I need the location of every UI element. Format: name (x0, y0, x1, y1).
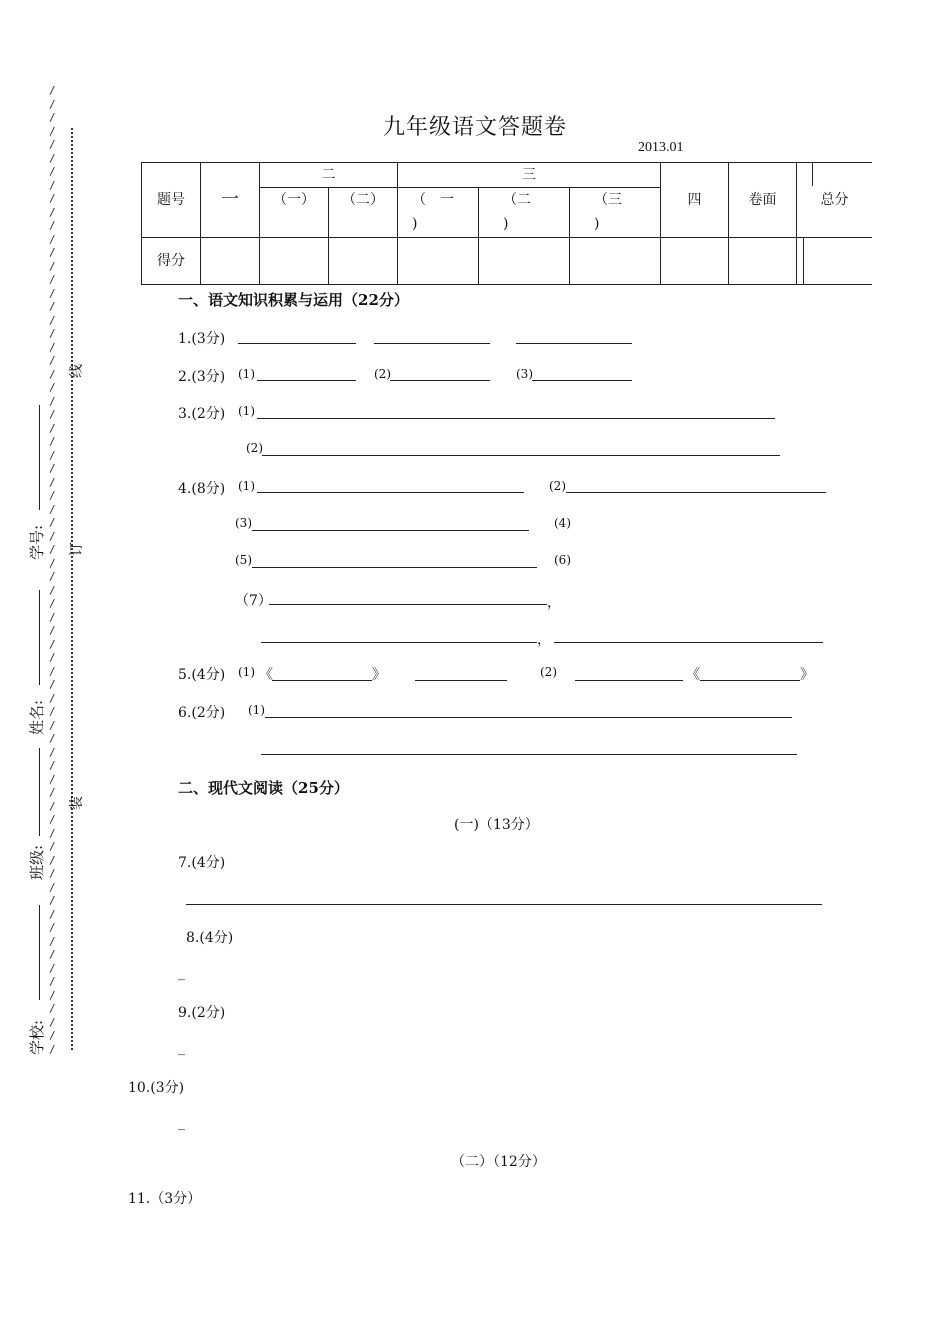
q5-blank-1[interactable] (272, 680, 372, 681)
q8-label: 8.(4分) (186, 930, 234, 946)
binding-word-xian: 线 (69, 364, 85, 378)
q2-marker-1: (1) (238, 367, 255, 381)
q2-label: 2.(3分) (178, 369, 226, 385)
q9-label: 9.(2分) (178, 1005, 226, 1021)
name-field-line (39, 590, 40, 685)
exam-date: 2013.01 (638, 140, 684, 155)
q3-blank-1[interactable] (257, 418, 775, 419)
q5-book-open-2: 《 (686, 667, 700, 683)
q9-answer-dash[interactable]: _ (178, 1040, 185, 1056)
header-cell-part2: 二 (260, 163, 398, 188)
q1-label: 1.(3分) (178, 331, 226, 347)
header-cell-neatness: 卷面 (729, 163, 797, 238)
sub-label: （ 一 (412, 192, 454, 209)
table-edge-stub (803, 238, 804, 285)
binding-slash-column: / / / / / / / / / / / / / / / / / / / / / / / / / / / / / / / / / / / / / / / / / / / / / / / / / / / / / / / / / / / / / / / / / / / / / / / / (49, 84, 56, 1056)
q4-marker-3: (3) (235, 516, 252, 530)
q4-comma-2: ， (537, 632, 551, 648)
q11-label: 11.（3分） (128, 1191, 202, 1207)
binding-word-zhuang: 装 (69, 796, 85, 810)
q2-blank-1[interactable] (257, 380, 356, 381)
q4-blank-2[interactable] (566, 492, 826, 493)
q5-marker-2: (2) (540, 665, 557, 679)
sub-label: （三 (594, 192, 622, 209)
header-cell-total: 总分 (797, 163, 873, 238)
q5-book-close-1: 》 (372, 667, 386, 683)
header-cell-part3: 三 (398, 163, 661, 188)
binding-dotted-line (71, 128, 73, 1050)
sub-label: （一） (273, 192, 315, 209)
page-title: 九年级语文答题卷 (382, 115, 567, 140)
q5-blank-2[interactable] (415, 680, 507, 681)
q3-label: 3.(2分) (178, 406, 226, 422)
class-field-line (39, 748, 40, 836)
q5-book-open-1: 《 (259, 667, 273, 683)
score-input-part3-2[interactable] (479, 238, 570, 285)
header-cell-part1: 一 (201, 163, 260, 238)
section2-heading: 二、现代文阅读（25分） (178, 779, 349, 797)
score-row-label: 得分 (142, 238, 201, 285)
q6-blank-2[interactable] (261, 754, 797, 755)
q3-blank-2[interactable] (262, 455, 780, 456)
q5-book-close-2: 》 (800, 667, 814, 683)
class-label: 班级: (28, 844, 46, 880)
q4-blank-5[interactable] (252, 567, 537, 568)
sub-cell-2-1 (260, 188, 329, 238)
score-input-part1[interactable] (201, 238, 260, 285)
q6-label: 6.(2分) (178, 705, 226, 721)
q10-answer-dash[interactable]: _ (178, 1115, 185, 1131)
q1-blank-3[interactable] (516, 343, 632, 344)
sub-label-close: ) (594, 216, 600, 233)
q5-marker-1: (1) (238, 665, 255, 679)
q2-blank-3[interactable] (532, 380, 632, 381)
sub-cell-3-1 (398, 188, 479, 238)
q3-marker-2: (2) (246, 441, 263, 455)
score-input-part3-1[interactable] (398, 238, 479, 285)
q2-marker-2: (2) (374, 367, 391, 381)
q7-answer-line[interactable] (186, 904, 822, 905)
sub-cell-2-2 (329, 188, 398, 238)
q4-marker-2: (2) (549, 479, 566, 493)
q1-blank-1[interactable] (238, 343, 356, 344)
q1-blank-2[interactable] (374, 343, 490, 344)
header-cell-part4: 四 (661, 163, 729, 238)
score-input-part3-3[interactable] (570, 238, 661, 285)
score-input-part4[interactable] (661, 238, 729, 285)
q7-label: 7.(4分) (178, 855, 226, 871)
q8-answer-dash[interactable]: _ (178, 965, 185, 981)
part1-heading: (一)（13分） (454, 817, 539, 833)
score-input-neatness[interactable] (729, 238, 797, 285)
q4-blank-7b[interactable] (261, 642, 537, 643)
q10-label: 10.(3分) (128, 1080, 185, 1096)
q4-blank-3[interactable] (252, 530, 529, 531)
q5-blank-3[interactable] (575, 680, 683, 681)
school-field-line (39, 905, 40, 1000)
q4-comma-1: ， (547, 595, 561, 611)
q4-marker-7: （7） (235, 593, 272, 609)
q4-blank-1[interactable] (257, 492, 524, 493)
sub-cell-3-3 (570, 188, 661, 238)
q5-label: 5.(4分) (178, 667, 226, 683)
q6-blank-1[interactable] (265, 717, 792, 718)
q4-blank-7a[interactable] (269, 604, 547, 605)
binding-word-ding: 订 (69, 542, 85, 556)
school-label: 学校: (28, 1019, 46, 1055)
q4-marker-5: (5) (235, 553, 252, 567)
score-input-part2-2[interactable] (329, 238, 398, 285)
q3-marker-1: (1) (238, 404, 255, 418)
name-label: 姓名: (28, 699, 46, 735)
score-input-total[interactable] (797, 238, 873, 285)
sub-cell-3-2 (479, 188, 570, 238)
part2-heading: （二）（12分） (451, 1154, 546, 1170)
sub-label: （二） (342, 192, 384, 209)
q2-marker-3: (3) (516, 367, 533, 381)
score-table (141, 162, 872, 285)
header-cell-question-no: 题号 (142, 163, 201, 238)
q4-marker-6: (6) (554, 553, 571, 567)
sub-label: （二 (503, 192, 531, 209)
q4-label: 4.(8分) (178, 481, 226, 497)
table-edge-stub (803, 237, 813, 238)
q4-marker-4: (4) (554, 516, 571, 530)
q6-marker-1: (1) (248, 703, 265, 717)
id-label: 学号: (28, 524, 46, 560)
score-input-part2-1[interactable] (260, 238, 329, 285)
sub-label-close: ) (412, 216, 418, 233)
q2-blank-2[interactable] (390, 380, 490, 381)
q4-marker-1: (1) (238, 479, 255, 493)
sub-label-close: ) (503, 216, 509, 233)
table-edge-stub (812, 162, 813, 186)
q5-blank-4[interactable] (700, 680, 800, 681)
q4-blank-7c[interactable] (554, 642, 823, 643)
id-field-line (39, 405, 40, 510)
section1-heading: 一、语文知识积累与运用（22分） (178, 291, 409, 309)
